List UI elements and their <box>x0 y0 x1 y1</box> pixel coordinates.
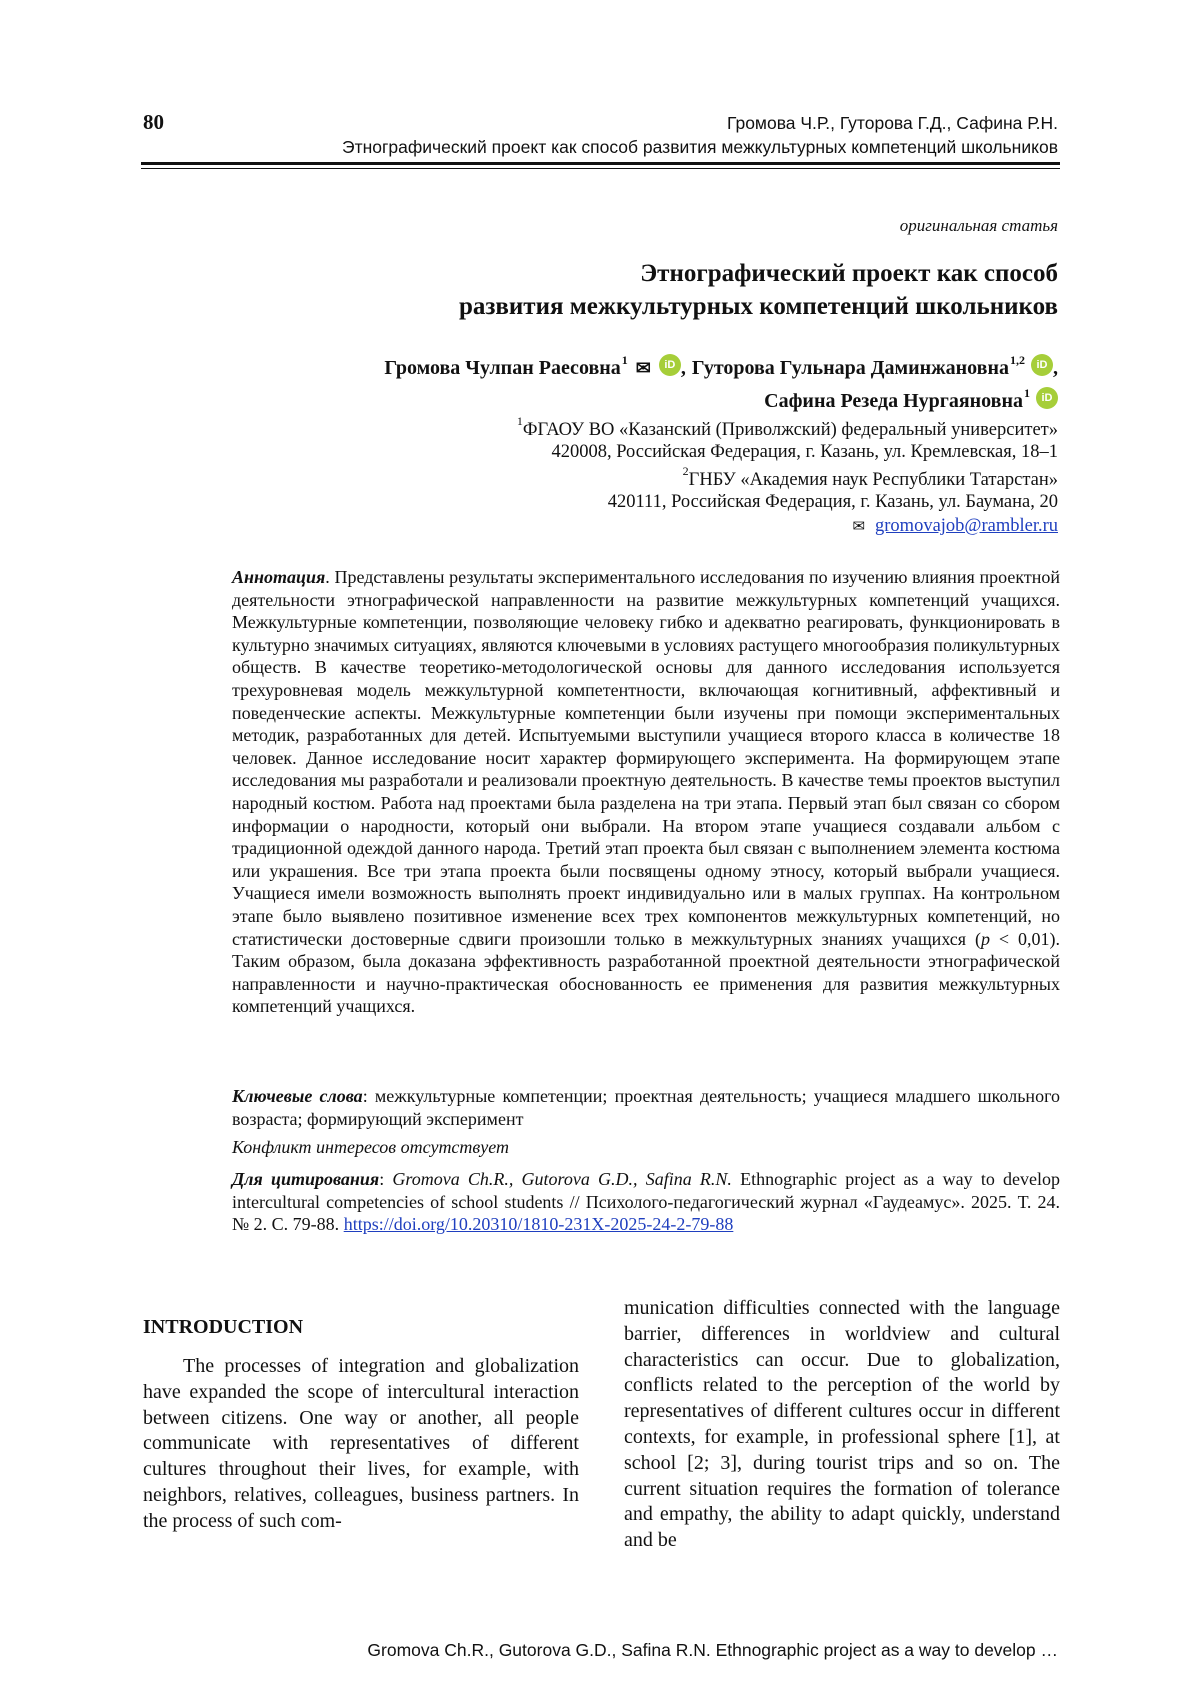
author-gromova: Громова Чулпан Раесовна <box>384 357 621 379</box>
p-value-symbol: p <box>981 928 990 949</box>
section-heading-introduction: INTRODUCTION <box>143 1316 304 1338</box>
keywords <box>232 1085 1060 1130</box>
article-type: оригинальная статья <box>899 216 1058 235</box>
orcid-icon[interactable]: iD <box>1031 354 1053 376</box>
affiliation-2 <box>682 464 1058 491</box>
author-safina: Сафина Резеда Нургаяновна <box>764 390 1023 412</box>
affiliation-1 <box>516 414 1058 441</box>
author-affil-sup: 1,2 <box>1010 353 1025 367</box>
citation: Для цитирования: Gromova Ch.R., Gutorova G.D., Safina R.N. Ethnographic project as a way to develop intercultural competencies of school students // Психолого-педагогический журнал «Гаудеамус». 2025. Т. 24. № 2. С. 79-88. https://doi.org/10.20310/1810-231X-2025-24-2-79-88 <box>232 1169 1060 1235</box>
email-icon: ✉ <box>635 358 651 378</box>
author-gutorova: Гуторова Гульнара Даминжановна <box>691 357 1009 379</box>
authors-line-2 <box>764 386 1058 413</box>
abstract <box>232 566 1060 1018</box>
contact-email <box>852 516 1058 537</box>
author-separator: , <box>1053 357 1058 379</box>
email-link[interactable]: gromovajob@rambler.ru <box>875 516 1058 536</box>
running-head-authors: Громова Ч.Р., Гуторова Г.Д., Сафина Р.Н. <box>726 113 1058 133</box>
author-affil-sup: 1 <box>1024 386 1030 400</box>
keywords-text: : межкультурные компетенции; проектная деятельность; учащиеся младшего школьного возраста; формирующий эксперимент <box>232 1086 1060 1129</box>
author-separator: , <box>680 357 686 379</box>
body-column-left: The processes of integration and globalization have expanded the scope of intercultural interaction between citizens. One way or another, all people communicate with representatives of different cultures throughout their lives, for example, with neighbors, relatives, colleagues, business partners. In the process of such com- <box>143 1355 579 1532</box>
article-title-line-1: Этнографический проект как способ <box>640 260 1058 287</box>
email-icon: ✉ <box>852 519 866 535</box>
running-footer: Gromova Ch.R., Gutorova G.D., Safina R.N. Ethnographic project as a way to develop … <box>367 1640 1058 1660</box>
authors-line-1 <box>384 353 1058 380</box>
orcid-icon[interactable]: iD <box>1036 387 1058 409</box>
affiliation-sup: 2 <box>682 464 689 478</box>
keywords-label: Ключевые слова <box>232 1086 363 1106</box>
article-title-line-2: развития межкультурных компетенций школьников <box>458 293 1058 320</box>
affiliation-sup: 1 <box>516 414 523 428</box>
doi-link[interactable]: https://doi.org/10.20310/1810-231X-2025-24-2-79-88 <box>343 1214 734 1235</box>
affiliation-name: ФГАОУ ВО «Казанский (Приволжский) федеральный университет» <box>522 420 1058 441</box>
body-column-right: munication difficulties connected with the language barrier, differences in worldview and cultural characteristics can occur. Due to globalization, conflicts related to the perception of the world by representatives of different cultures occur in different contexts, for example, in professional sphere [1], at school [2; 3], during tourist trips and so on. The current situation requires the formation of tolerance and empathy, the ability to adapt quickly, understand and be <box>624 1297 1060 1552</box>
affiliation-name: ГНБУ «Академия наук Республики Татарстан» <box>688 470 1058 491</box>
header-rule-thin <box>141 168 1060 169</box>
author-affil-sup: 1 <box>621 353 628 367</box>
affiliation-1-address: 420008, Российская Федерация, г. Казань, ул. Кремлевская, 18–1 <box>551 442 1058 462</box>
running-head-title: Этнографический проект как способ развития межкультурных компетенций школьников <box>342 137 1058 157</box>
abstract-text: . Представлены результаты экспериментального исследования по изучению влияния проектной деятельности этнографической направленности на развитие межкультурных компетенций учащихся. Межкультурные компетенции, позволяющие человеку гибко и адекватно реагировать, функционировать в культурно значимых ситуациях, являются ключевыми в условиях растущего многообразия поликультурных обществ. В качестве теоретико-методологической основы для данного исследования используется трехуровневая модель межкультурной компетентности, включающая когнитивный, аффективный и поведенческие аспекты. Межкультурные компетенции были изучены при помощи экспериментальных методик, разработанных для детей. Испытуемыми выступили учащиеся второго класса в количестве 18 человек. Данное исследование носит характер формирующего эксперимента. На формирующем этапе исследования мы разработали и реализовали проектную деятельность. В качестве темы проектов выступил народный костюм. Работа над проектами была разделена на три этапа. Первый этап был связан со сбором информации о народности, который они выбрали. На втором этапе учащиеся создавали альбом с традиционной одеждой данного народа. Третий этап проекта был связан с выполнением элемента костюма или украшения. Все три этапа проекта были посвящены одному этносу, который выбрали учащиеся. Учащиеся имели возможность выполнять проект индивидуально или в малых группах. На контрольном этапе было выявлено позитивное изменение всех трех компонентов межкультурных компетенций, но статистически достоверные сдвиги произошли только в межкультурных знаниях учащихся ( <box>232 567 1060 949</box>
page-number: 80 <box>143 110 164 134</box>
orcid-icon[interactable]: iD <box>659 354 681 376</box>
citation-authors: Gromova Ch.R., Gutorova G.D., Safina R.N. <box>392 1169 732 1189</box>
citation-label: Для цитирования <box>232 1169 380 1189</box>
header-rule <box>141 162 1060 165</box>
abstract-label: Аннотация <box>232 567 326 587</box>
affiliation-2-address: 420111, Российская Федерация, г. Казань, ул. Баумана, 20 <box>607 492 1058 512</box>
abstract-text-end: < 0,01). Таким образом, была доказана эффективность разработанной проектной деятельности этнографической направленности и научно-практическая обоснованность ее применения для развития межкультурных компетенций учащихся. <box>232 928 1060 1017</box>
conflict-of-interest: Конфликт интересов отсутствует <box>232 1137 509 1157</box>
citation-text: Ethnographic project as a way to develop intercultural competencies of school students // Психолого-педагогический журнал «Гаудеамус». 2025. Т. 24. № 2. С. 79-88. <box>232 1169 1060 1235</box>
